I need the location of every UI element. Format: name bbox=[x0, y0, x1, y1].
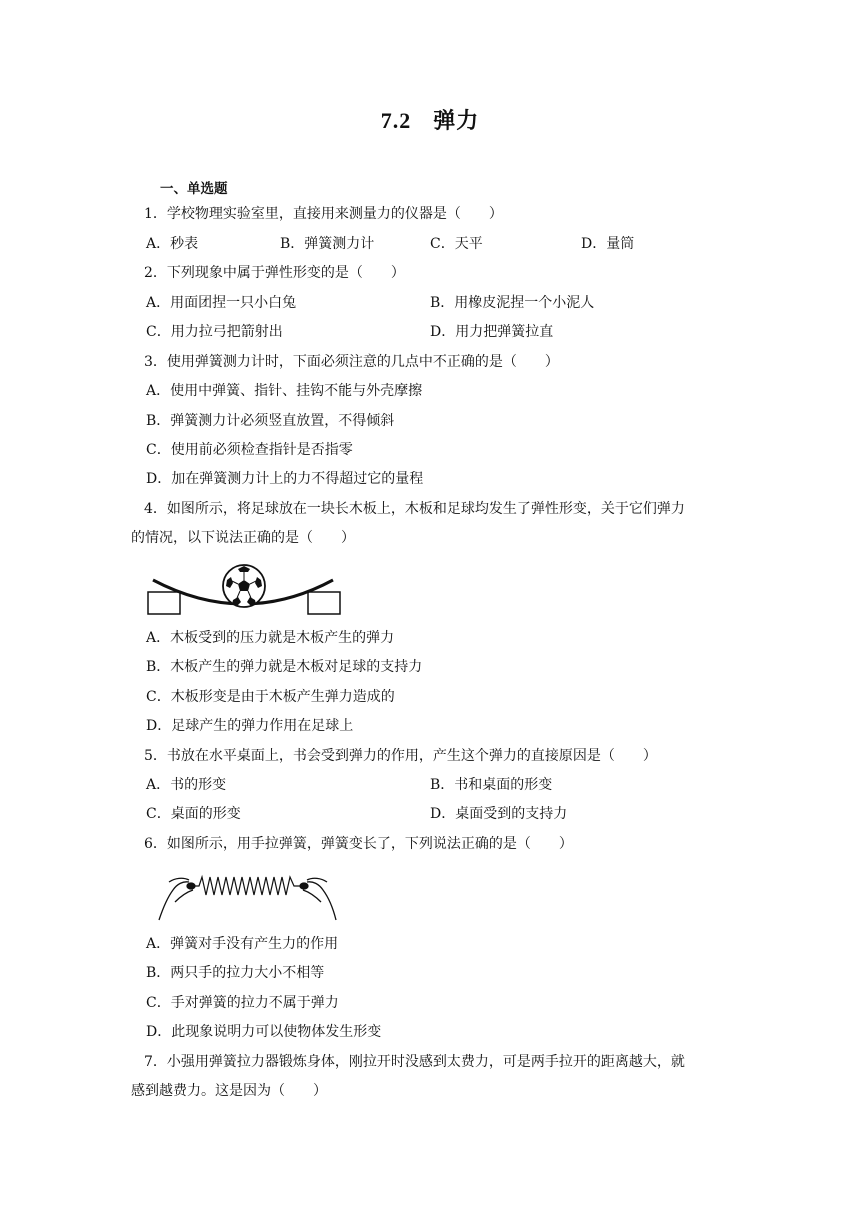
q3-option-c: C．使用前必须检查指针是否指零 bbox=[146, 442, 353, 458]
q4-option-b: B．木板产生的弹力就是木板对足球的支持力 bbox=[146, 659, 423, 675]
q3-option-a: A．使用中弹簧、指针、挂钩不能与外壳摩擦 bbox=[146, 383, 423, 399]
title-number: 7.2 bbox=[380, 108, 412, 133]
right-support-block bbox=[308, 592, 340, 614]
question-7-stem-cont: 感到越费力。这是因为（ ） bbox=[131, 1083, 327, 1099]
section-heading: 一、单选题 bbox=[160, 181, 228, 197]
left-support-block bbox=[148, 592, 180, 614]
q1-option-c: C．天平 bbox=[430, 236, 483, 252]
hands-pulling-spring-figure bbox=[155, 872, 340, 924]
right-hand-icon bbox=[300, 878, 336, 920]
q1-option-d: D．量筒 bbox=[581, 236, 635, 252]
q6-option-d: D．此现象说明力可以使物体发生形变 bbox=[146, 1024, 382, 1040]
left-hand-icon bbox=[159, 878, 195, 920]
q3-option-b: B．弹簧测力计必须竖直放置，不得倾斜 bbox=[146, 413, 395, 429]
question-4-stem-cont: 的情况，以下说法正确的是（ ） bbox=[131, 530, 355, 546]
spring-coil bbox=[195, 877, 301, 895]
question-1-stem: 1．学校物理实验室里，直接用来测量力的仪器是（ ） bbox=[144, 206, 503, 222]
question-4-stem: 4．如图所示，将足球放在一块长木板上，木板和足球均发生了弹性形变，关于它们弹力 bbox=[144, 501, 685, 517]
question-3-stem: 3．使用弹簧测力计时，下面必须注意的几点中不正确的是（ ） bbox=[144, 354, 559, 370]
football-on-board-figure bbox=[145, 560, 345, 620]
q1-option-b: B．弹簧测力计 bbox=[280, 236, 375, 252]
title-text: 弹力 bbox=[433, 108, 480, 134]
q6-option-a: A．弹簧对手没有产生力的作用 bbox=[146, 936, 339, 952]
q2-option-d: D．用力把弹簧拉直 bbox=[430, 324, 554, 340]
q5-option-a: A．书的形变 bbox=[146, 777, 227, 793]
q2-option-b: B．用橡皮泥捏一个小泥人 bbox=[430, 295, 595, 311]
q5-option-d: D．桌面受到的支持力 bbox=[430, 806, 568, 822]
q3-option-d: D．加在弹簧测力计上的力不得超过它的量程 bbox=[146, 471, 424, 487]
q6-option-b: B．两只手的拉力大小不相等 bbox=[146, 965, 325, 981]
football-icon bbox=[223, 565, 265, 607]
q6-option-c: C．手对弹簧的拉力不属于弹力 bbox=[146, 995, 339, 1011]
question-7-stem: 7．小强用弹簧拉力器锻炼身体，刚拉开时没感到太费力，可是两手拉开的距离越大，就 bbox=[144, 1054, 685, 1070]
question-2-stem: 2．下列现象中属于弹性形变的是（ ） bbox=[144, 265, 405, 281]
q4-option-a: A．木板受到的压力就是木板产生的弹力 bbox=[146, 630, 395, 646]
q2-option-c: C．用力拉弓把箭射出 bbox=[146, 324, 283, 340]
q2-option-a: A．用面团捏一只小白兔 bbox=[146, 295, 297, 311]
question-6-stem: 6．如图所示，用手拉弹簧，弹簧变长了，下列说法正确的是（ ） bbox=[144, 836, 573, 852]
q5-option-b: B．书和桌面的形变 bbox=[430, 777, 553, 793]
q1-option-a: A．秒表 bbox=[146, 236, 199, 252]
q4-option-d: D．足球产生的弹力作用在足球上 bbox=[146, 718, 354, 734]
q4-option-c: C．木板形变是由于木板产生弹力造成的 bbox=[146, 689, 395, 705]
question-5-stem: 5．书放在水平桌面上，书会受到弹力的作用，产生这个弹力的直接原因是（ ） bbox=[144, 748, 657, 764]
page-title bbox=[0, 104, 860, 135]
q5-option-c: C．桌面的形变 bbox=[146, 806, 241, 822]
